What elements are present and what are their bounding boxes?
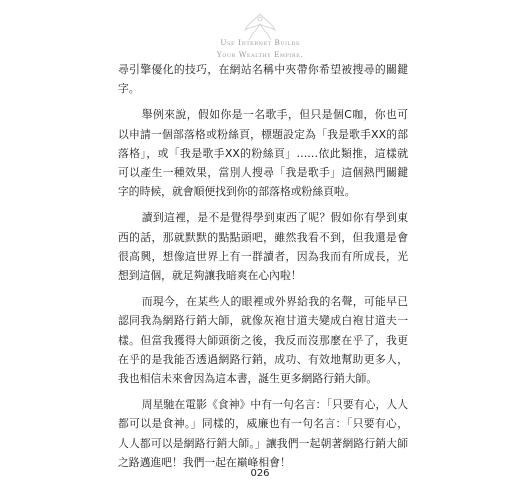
paragraph: 讀到這裡，是不是覺得學到東西了呢？假如你有學到東西的話，那就默默的點點頭吧，雖然我看不到，但我還是會很高興，想像這世界上有一群讀者，因為我而有所成長，光想到這個，就足夠讓我暗爽在心內啦！ — [118, 211, 408, 283]
tagline-line-1: Use Internet Builds — [220, 38, 300, 47]
paragraph: 尋引擎優化的技巧，在網站名稱中夾帶你希望被搜尋的關鍵字。 — [118, 63, 408, 96]
page-number: 026 — [250, 468, 270, 479]
body-text — [118, 60, 408, 479]
header-tagline — [0, 37, 520, 61]
paragraph: 周星馳在電影《食神》中有一句名言：「只要有心，人人都可以是食神。」同樣的，威廉也有一句名言：「只要有心，人人都可以是網路行銷大師。」讓我們一起朝著網路行銷大師之路邁進吧！我們一起在巔峰相會！ — [118, 398, 408, 469]
paragraph: 而現今，在某些人的眼裡或外界給我的名聲，可能早已認同我為網路行銷大師，就像灰袍甘道夫變成白袍甘道夫一樣。但當我獲得大師頭銜之後，我反而沒那麼在乎了，我更在乎的是我能否透過網路行銷，成功、有效地幫助更多人，我也相信未來會因為這本書，誕生更多網路行銷大師。 — [118, 295, 408, 386]
paragraph: 舉例來說，假如你是一名歌手，但只是個C咖，你也可以申請一個部落格或粉絲頁，標題設定為「我是歌手XX的部落格」，或「我是歌手XX的粉絲頁」……依此類推，這樣就可以產生一種效果，當別人搜尋「我是歌手」這個熱門關鍵字的時候，就會順便找到你的部落格或粉絲頁啦。 — [118, 108, 408, 199]
tagline-line-2: Your Wealthy Empire. — [216, 50, 304, 59]
